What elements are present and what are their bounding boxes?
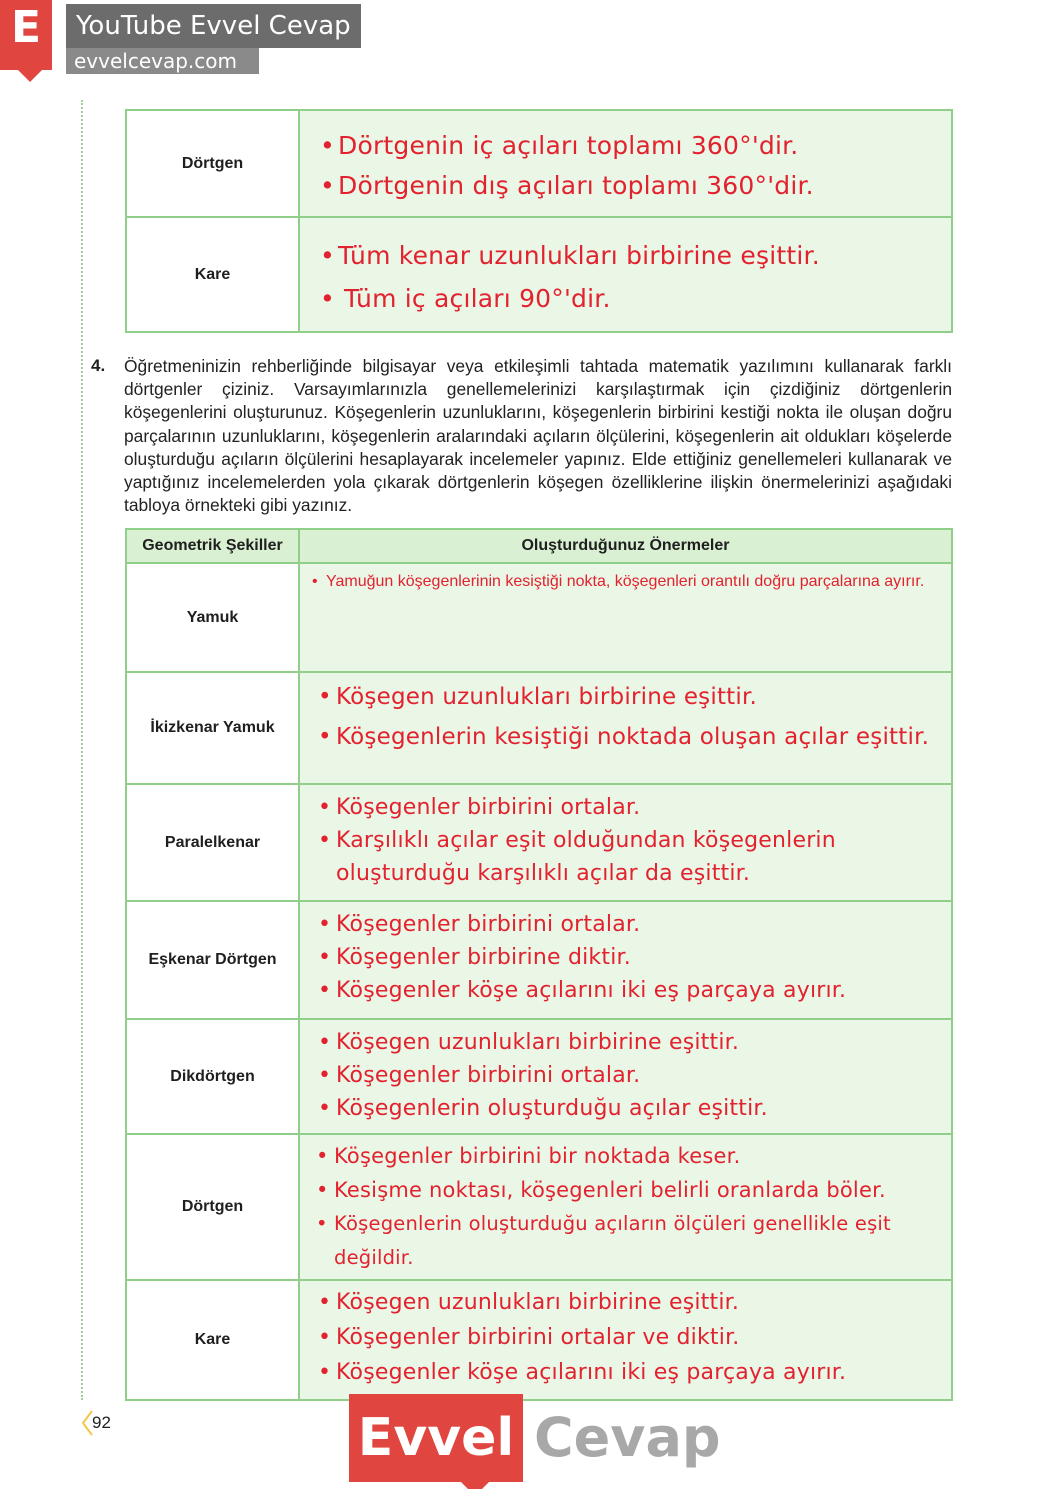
properties-cell (299, 901, 952, 1019)
properties-cell (299, 1280, 952, 1400)
table-row (126, 1019, 952, 1134)
list-item: • Köşegenler birbirini ortalar ve diktir. (306, 1320, 945, 1355)
table-row (126, 217, 952, 332)
shape-name-cell: Dörtgen (126, 1134, 299, 1280)
list-item: • Köşegenler birbirine diktir. (306, 941, 945, 974)
table-row (126, 1280, 952, 1400)
table-row (126, 110, 952, 217)
brand-logo-letter: E (0, 0, 52, 70)
properties-cell (299, 217, 952, 332)
list-item: • Tüm iç açıları 90°'dir. (308, 277, 943, 320)
question-text: Öğretmeninizin rehberliğinde bilgisayar veya etkileşimli tahtada matematik yazılımını kullanarak farklı dörtgenler çiziniz. Varsayımlarınızla genellemelerinizi karşılaştırmak için çizdiğiniz dörtgenlerin köşegenlerini oluşturunuz. Köşegenlerin uzunluklarını, köşegenlerin birbirini kestiği nokta ile oluşan doğru parçalarının uzunluklarını, köşegenlerin aralarındaki açıların ölçülerini, köşegenlerin ait oldukları köşelerde oluşturduğu açıların ölçülerini hesaplayarak incelemeler yapınız. Elde ettiğiniz genellemeleri kullanarak ve yaptığınız incelemelerden yola çıkarak dörtgenlerin köşegen özelliklerine ilişkin önermelerinizi aşağıdaki tabloya örnekteki gibi yazınız. (124, 356, 952, 516)
list-item: • Dörtgenin iç açıları toplamı 360°'dir. (308, 126, 943, 166)
list-item: • Köşegen uzunlukları birbirine eşittir. (306, 1026, 945, 1059)
list-item: • Köşegenler birbirini ortalar. (306, 791, 945, 824)
shape-name-cell: Eşkenar Dörtgen (126, 901, 299, 1019)
list-item: • Köşegenlerin oluşturduğu açıların ölçüleri genellikle eşit değildir. (304, 1207, 947, 1275)
properties-cell (299, 672, 952, 784)
list-item: • Kesişme noktası, köşegenleri belirli oranlarda böler. (304, 1173, 947, 1207)
shape-name-cell: Kare (126, 1280, 299, 1400)
shape-name-cell: Dörtgen (126, 110, 299, 217)
table-row (126, 784, 952, 901)
shape-name-cell: Kare (126, 217, 299, 332)
properties-cell (299, 110, 952, 217)
list-item: • Köşegenlerin oluşturduğu açılar eşittir. (306, 1092, 945, 1125)
diagonal-properties-table (125, 528, 953, 1401)
list-item: • Tüm kenar uzunlukları birbirine eşittir. (308, 234, 943, 277)
list-item: • Köşegenler köşe açılarını iki eş parçaya ayırır. (306, 1355, 945, 1390)
list-item: • Köşegen uzunlukları birbirine eşittir. (306, 1285, 945, 1320)
brand-url[interactable]: evvelcevap.com (66, 48, 259, 74)
list-item: • Köşegenler birbirini bir noktada keser. (304, 1139, 947, 1173)
brand-title: YouTube Evvel Cevap (66, 4, 361, 48)
shape-name-cell: Paralelkenar (126, 784, 299, 901)
margin-dotted-line (81, 100, 83, 1400)
table-row (126, 901, 952, 1019)
example-proposition-cell (299, 563, 952, 672)
properties-cell (299, 784, 952, 901)
list-item: • Dörtgenin dış açıları toplamı 360°'dir. (308, 166, 943, 206)
list-item: • Köşegenler köşe açılarını iki eş parçaya ayırır. (306, 974, 945, 1007)
table-row (126, 672, 952, 784)
footer-logo-evvel: Evvel (349, 1394, 523, 1482)
table-header-row (126, 529, 952, 563)
properties-cell (299, 1019, 952, 1134)
table-row (126, 1134, 952, 1280)
list-item: • Yamuğun köşegenlerinin kesiştiği nokta, köşegenleri orantılı doğru parçalarına ayırır. (300, 570, 939, 593)
shape-name-cell: Yamuk (126, 563, 299, 672)
list-item: • Karşılıklı açılar eşit olduğundan köşegenlerin oluşturduğu karşılıklı açılar da eşittir. (306, 824, 945, 890)
footer-logo-cevap: Cevap (534, 1406, 721, 1469)
properties-cell (299, 1134, 952, 1280)
shape-name-cell: Dikdörtgen (126, 1019, 299, 1134)
list-item: • Köşegenler birbirini ortalar. (306, 1059, 945, 1092)
top-properties-table (125, 109, 953, 333)
column-header-shapes: Geometrik Şekiller (126, 529, 299, 563)
question-number: 4. (91, 356, 106, 375)
shape-name-cell: İkizkenar Yamuk (126, 672, 299, 784)
list-item: • Köşegenlerin kesiştiği noktada oluşan açılar eşittir. (306, 717, 945, 757)
list-item: • Köşegen uzunlukları birbirine eşittir. (306, 677, 945, 717)
list-item: • Köşegenler birbirini ortalar. (306, 908, 945, 941)
table-row (126, 563, 952, 672)
column-header-propositions: Oluşturduğunuz Önermeler (299, 529, 952, 563)
page-number: 92 (92, 1413, 111, 1432)
